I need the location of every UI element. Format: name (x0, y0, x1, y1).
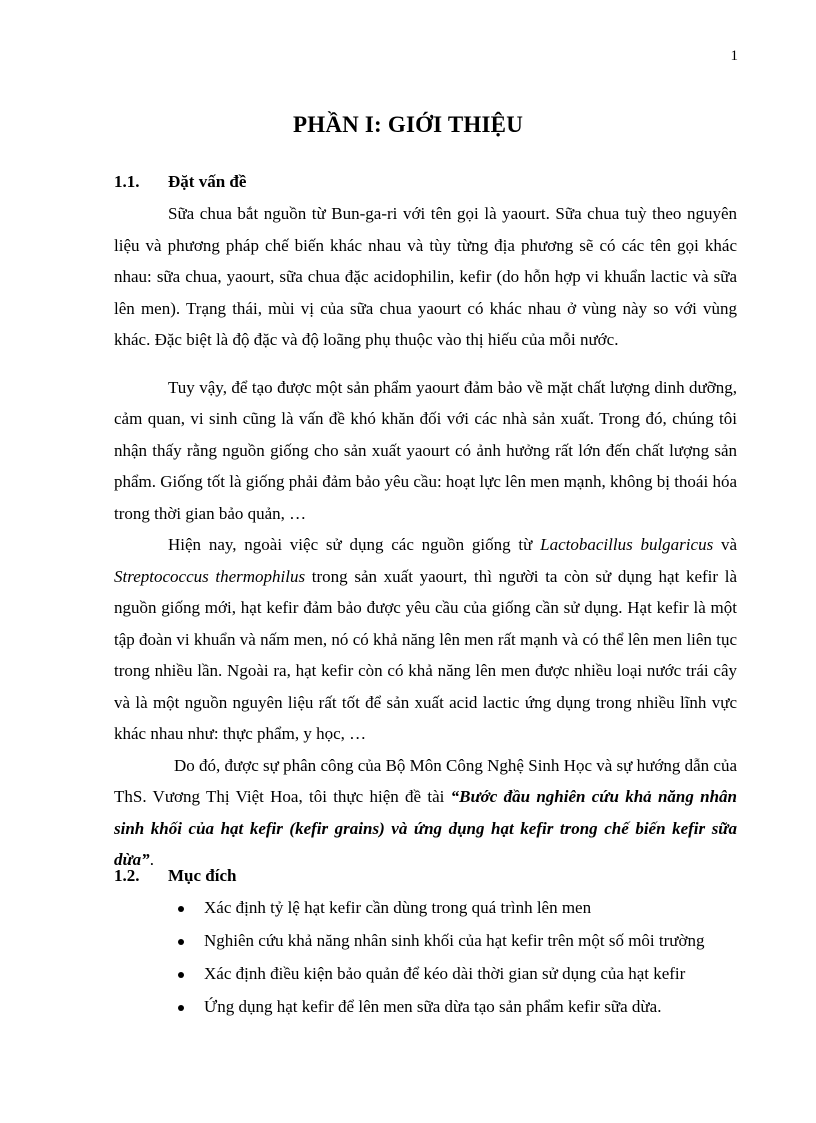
list-item: Ứng dụng hạt kefir để lên men sữa dừa tạo sản phẩm kefir sữa dừa. (170, 993, 770, 1026)
section-heading-1-1 (114, 172, 246, 192)
species-name: Streptococcus thermophilus (114, 566, 306, 586)
section-number: 1.1. (114, 172, 140, 191)
bullet-icon (178, 906, 184, 912)
bullet-icon (178, 939, 184, 945)
section-title: Đặt vấn đề (168, 172, 247, 191)
page-number: 1 (730, 48, 738, 64)
list-item: Nghiên cứu khả năng nhân sinh khối của hạt kefir trên một số môi trường (170, 927, 770, 960)
section-1-1-body (114, 198, 737, 876)
objectives-list (170, 894, 770, 1026)
list-item: Xác định tỷ lệ hạt kefir cần dùng trong quá trình lên men (170, 894, 770, 927)
chapter-title: PHẦN I: GIỚI THIỆU (292, 112, 524, 137)
paragraph-1: Sữa chua bắt nguồn từ Bun-ga-ri với tên gọi là yaourt. Sữa chua tuỳ theo nguyên liệu và phương pháp chế biến khác nhau và tùy từng địa phương sẽ có các tên gọi khác nhau: sữa chua, yaourt, sữa chua đặc acidophilin, kefir (do hỗn hợp vi khuẩn lactic và sữa lên men). Trạng thái, mùi vị của sữa chua yaourt có khác nhau ở vùng này so với vùng khác. Đặc biệt là độ đặc và độ loãng phụ thuộc vào thị hiếu của mỗi nước. (114, 204, 737, 349)
bullet-icon (178, 1005, 184, 1011)
section-title: Mục đích (168, 866, 237, 885)
section-number: 1.2. (114, 866, 140, 885)
species-name: Lactobacillus bulgaricus (540, 535, 714, 554)
bullet-icon (178, 972, 184, 978)
list-item: Xác định điều kiện bảo quản để kéo dài thời gian sử dụng của hạt kefir (170, 960, 770, 993)
paragraph-2: Tuy vậy, để tạo được một sản phẩm yaourt đảm bảo về mặt chất lượng dinh dưỡng, cảm quan, vi sinh cũng là vấn đề khó khăn đối với các nhà sản xuất. Trong đó, chúng tôi nhận thấy rằng nguồn giống cho sản xuất yaourt có ảnh hưởng rất lớn đến chất lượng sản phẩm. Giống tốt là giống phải đảm bảo yêu cầu: hoạt lực lên men mạnh, không bị thoái hóa trong thời gian bảo quản, … (114, 377, 737, 523)
thesis-topic: “Bước đầu nghiên cứu khả năng nhân sinh khối của hạt kefir (kefir grains) và ứng dụng hạt kefir trong chế biến kefir sữa dừa” (114, 787, 737, 869)
paragraph-4: Do đó, được sự phân công của Bộ Môn Công Nghệ Sinh Học và sự hướng dẫn của ThS. Vương Thị Việt Hoa, tôi thực hiện đề tài “Bước đầu nghiên cứu khả năng nhân sinh khối của hạt kefir (kefir grains) và ứng dụng hạt kefir trong chế biến kefir sữa dừa”. (114, 755, 737, 869)
paragraph-3: Hiện nay, ngoài việc sử dụng các nguồn giống từ Lactobacillus bulgaricus và Streptococcus thermophilus trong sản xuất yaourt, thì người ta còn sử dụng hạt kefir là nguồn giống mới, hạt kefir đảm bảo được yêu cầu của giống cần sử dụng. Hạt kefir là một tập đoàn vi khuẩn và nấm men, nó có khả năng lên men rất mạnh và có thể lên men liên tục trong nhiều lần. Ngoài ra, hạt kefir còn có khả năng lên men được nhiều loại nước trái cây và là một nguồn nguyên liệu rất tốt để sản xuất acid lactic ứng dụng trong nhiều lĩnh vực khác nhau như: thực phẩm, y học, … (114, 535, 738, 743)
section-heading-1-2 (114, 866, 236, 886)
